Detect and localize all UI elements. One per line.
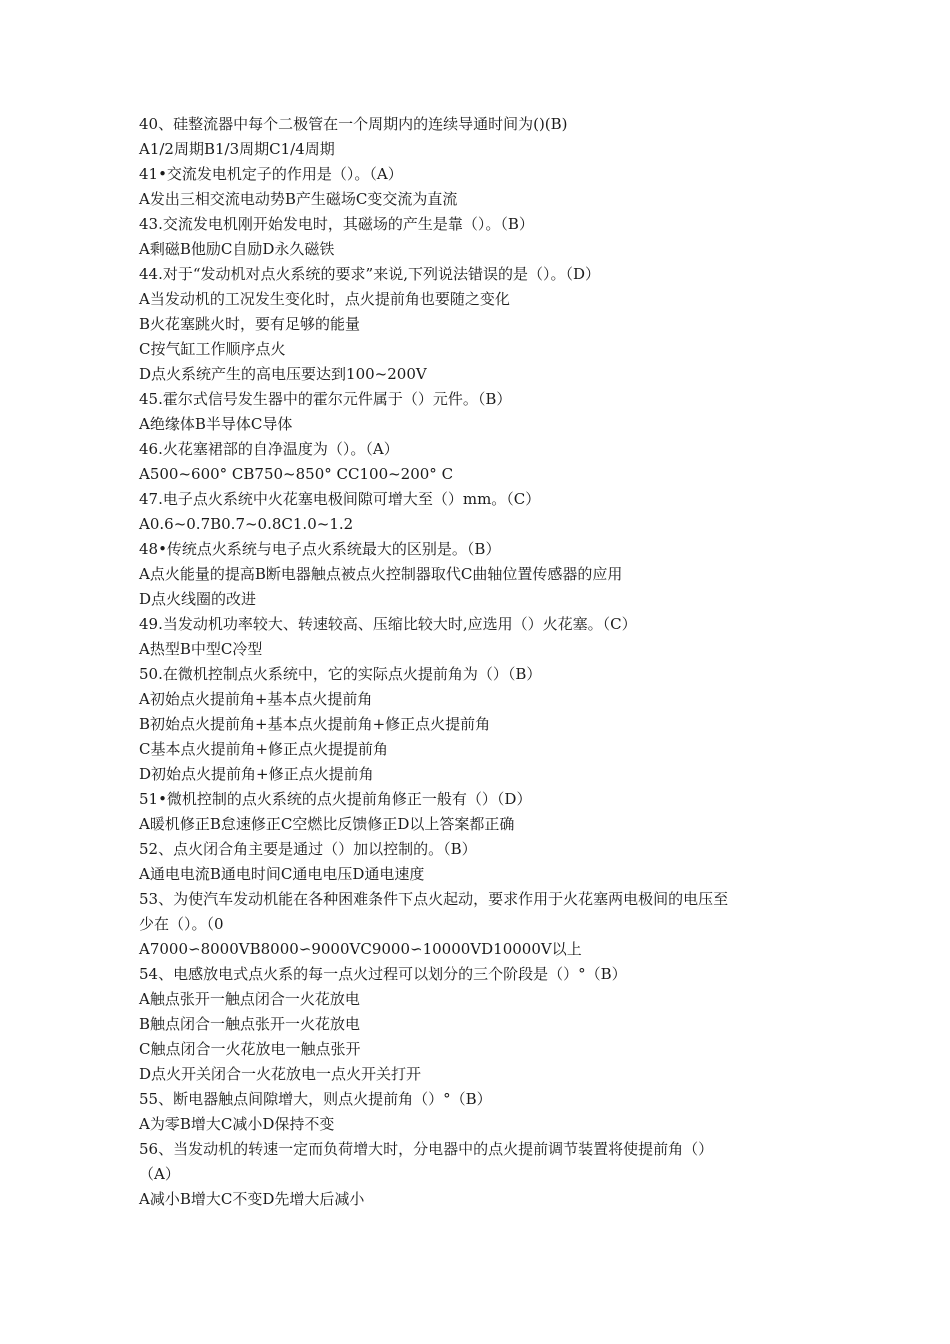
text-line: 53、为使汽车发动机能在各种困难条件下点火起动，要求作用于火花塞两电极间的电压至 bbox=[139, 890, 729, 908]
text-line: 49.当发动机功率较大、转速较高、压缩比较大时,应选用（）火花塞。（C） bbox=[139, 615, 637, 633]
text-line: 50.在微机控制点火系统中，它的实际点火提前角为（）（B） bbox=[139, 665, 542, 683]
text-line: C触点闭合一火花放电一触点张开 bbox=[139, 1040, 361, 1058]
text-line: A1/2周期B1/3周期C1/4周期 bbox=[139, 140, 335, 158]
text-line: C基本点火提前角+修正点火提提前角 bbox=[139, 740, 389, 758]
text-line: （A） bbox=[139, 1165, 180, 1183]
text-line: 51•微机控制的点火系统的点火提前角修正一般有（）（D） bbox=[139, 790, 532, 808]
text-line: 55、断电器触点间隙增大，则点火提前角（）°（B） bbox=[139, 1090, 492, 1108]
text-line: B初始点火提前角+基本点火提前角+修正点火提前角 bbox=[139, 715, 491, 733]
text-line: A减小B增大C不变D先增大后减小 bbox=[139, 1190, 365, 1208]
text-line: 52、点火闭合角主要是通过（）加以控制的。（B） bbox=[139, 840, 477, 858]
text-line: A500~600° CB750~850° CC100~200° C bbox=[139, 465, 454, 483]
text-line: A7000∽8000VB8000∽9000VC9000∽10000VD10000V以上 bbox=[139, 940, 582, 958]
text-line: 54、电感放电式点火系的每一点火过程可以划分的三个阶段是（）°（B） bbox=[139, 965, 627, 983]
text-line: D点火开关闭合一火花放电一点火开关打开 bbox=[139, 1065, 422, 1083]
text-line: 44.对于“发动机对点火系统的要求”来说,下列说法错误的是（）。（D） bbox=[139, 265, 600, 283]
text-line: D点火系统产生的高电压要达到100~200V bbox=[139, 365, 427, 383]
text-line: A通电电流B通电时间C通电电压D通电速度 bbox=[139, 865, 425, 883]
text-line: 41•交流发电机定子的作用是（）。（A） bbox=[139, 165, 403, 183]
text-line: D初始点火提前角+修正点火提前角 bbox=[139, 765, 374, 783]
text-line: D点火线圈的改进 bbox=[139, 590, 257, 608]
text-line: 少在（）。（0 bbox=[139, 915, 224, 933]
text-line: C按气缸工作顺序点火 bbox=[139, 340, 286, 358]
text-line: A剩磁B他励C自励D永久磁铁 bbox=[139, 240, 335, 258]
text-line: A触点张开一触点闭合一火花放电 bbox=[139, 990, 360, 1008]
document-body bbox=[139, 112, 819, 1212]
text-line: 46.火花塞裙部的自净温度为（）。（A） bbox=[139, 440, 399, 458]
text-line: 47.电子点火系统中火花塞电极间隙可增大至（）mm。（C） bbox=[139, 490, 541, 508]
text-line: A热型B中型C冷型 bbox=[139, 640, 263, 658]
text-line: B触点闭合一触点张开一火花放电 bbox=[139, 1015, 361, 1033]
text-line: A发出三相交流电动势B产生磁场C变交流为直流 bbox=[139, 190, 458, 208]
text-line: A点火能量的提高B断电器触点被点火控制器取代C曲轴位置传感器的应用 bbox=[139, 565, 623, 583]
text-line: A暖机修正B怠速修正C空燃比反馈修正D以上答案都正确 bbox=[139, 815, 515, 833]
text-line: 40、硅整流器中每个二极管在一个周期内的连续导通时间为()(B) bbox=[139, 115, 568, 133]
text-line: 48•传统点火系统与电子点火系统最大的区别是。（B） bbox=[139, 540, 501, 558]
text-line: A0.6~0.7B0.7~0.8C1.0~1.2 bbox=[139, 515, 354, 533]
text-line: A初始点火提前角+基本点火提前角 bbox=[139, 690, 373, 708]
text-line: A为零B增大C减小D保持不变 bbox=[139, 1115, 335, 1133]
text-line: A绝缘体B半导体C导体 bbox=[139, 415, 293, 433]
text-line: B火花塞跳火时，要有足够的能量 bbox=[139, 315, 361, 333]
text-line: 45.霍尔式信号发生器中的霍尔元件属于（）元件。（B） bbox=[139, 390, 512, 408]
text-line: 56、当发动机的转速一定而负荷增大时，分电器中的点火提前调节装置将使提前角（） bbox=[139, 1140, 714, 1158]
text-line: A当发动机的工况发生变化时，点火提前角也要随之变化 bbox=[139, 290, 510, 308]
text-line: 43.交流发电机刚开始发电时，其磁场的产生是靠（）。（B） bbox=[139, 215, 534, 233]
